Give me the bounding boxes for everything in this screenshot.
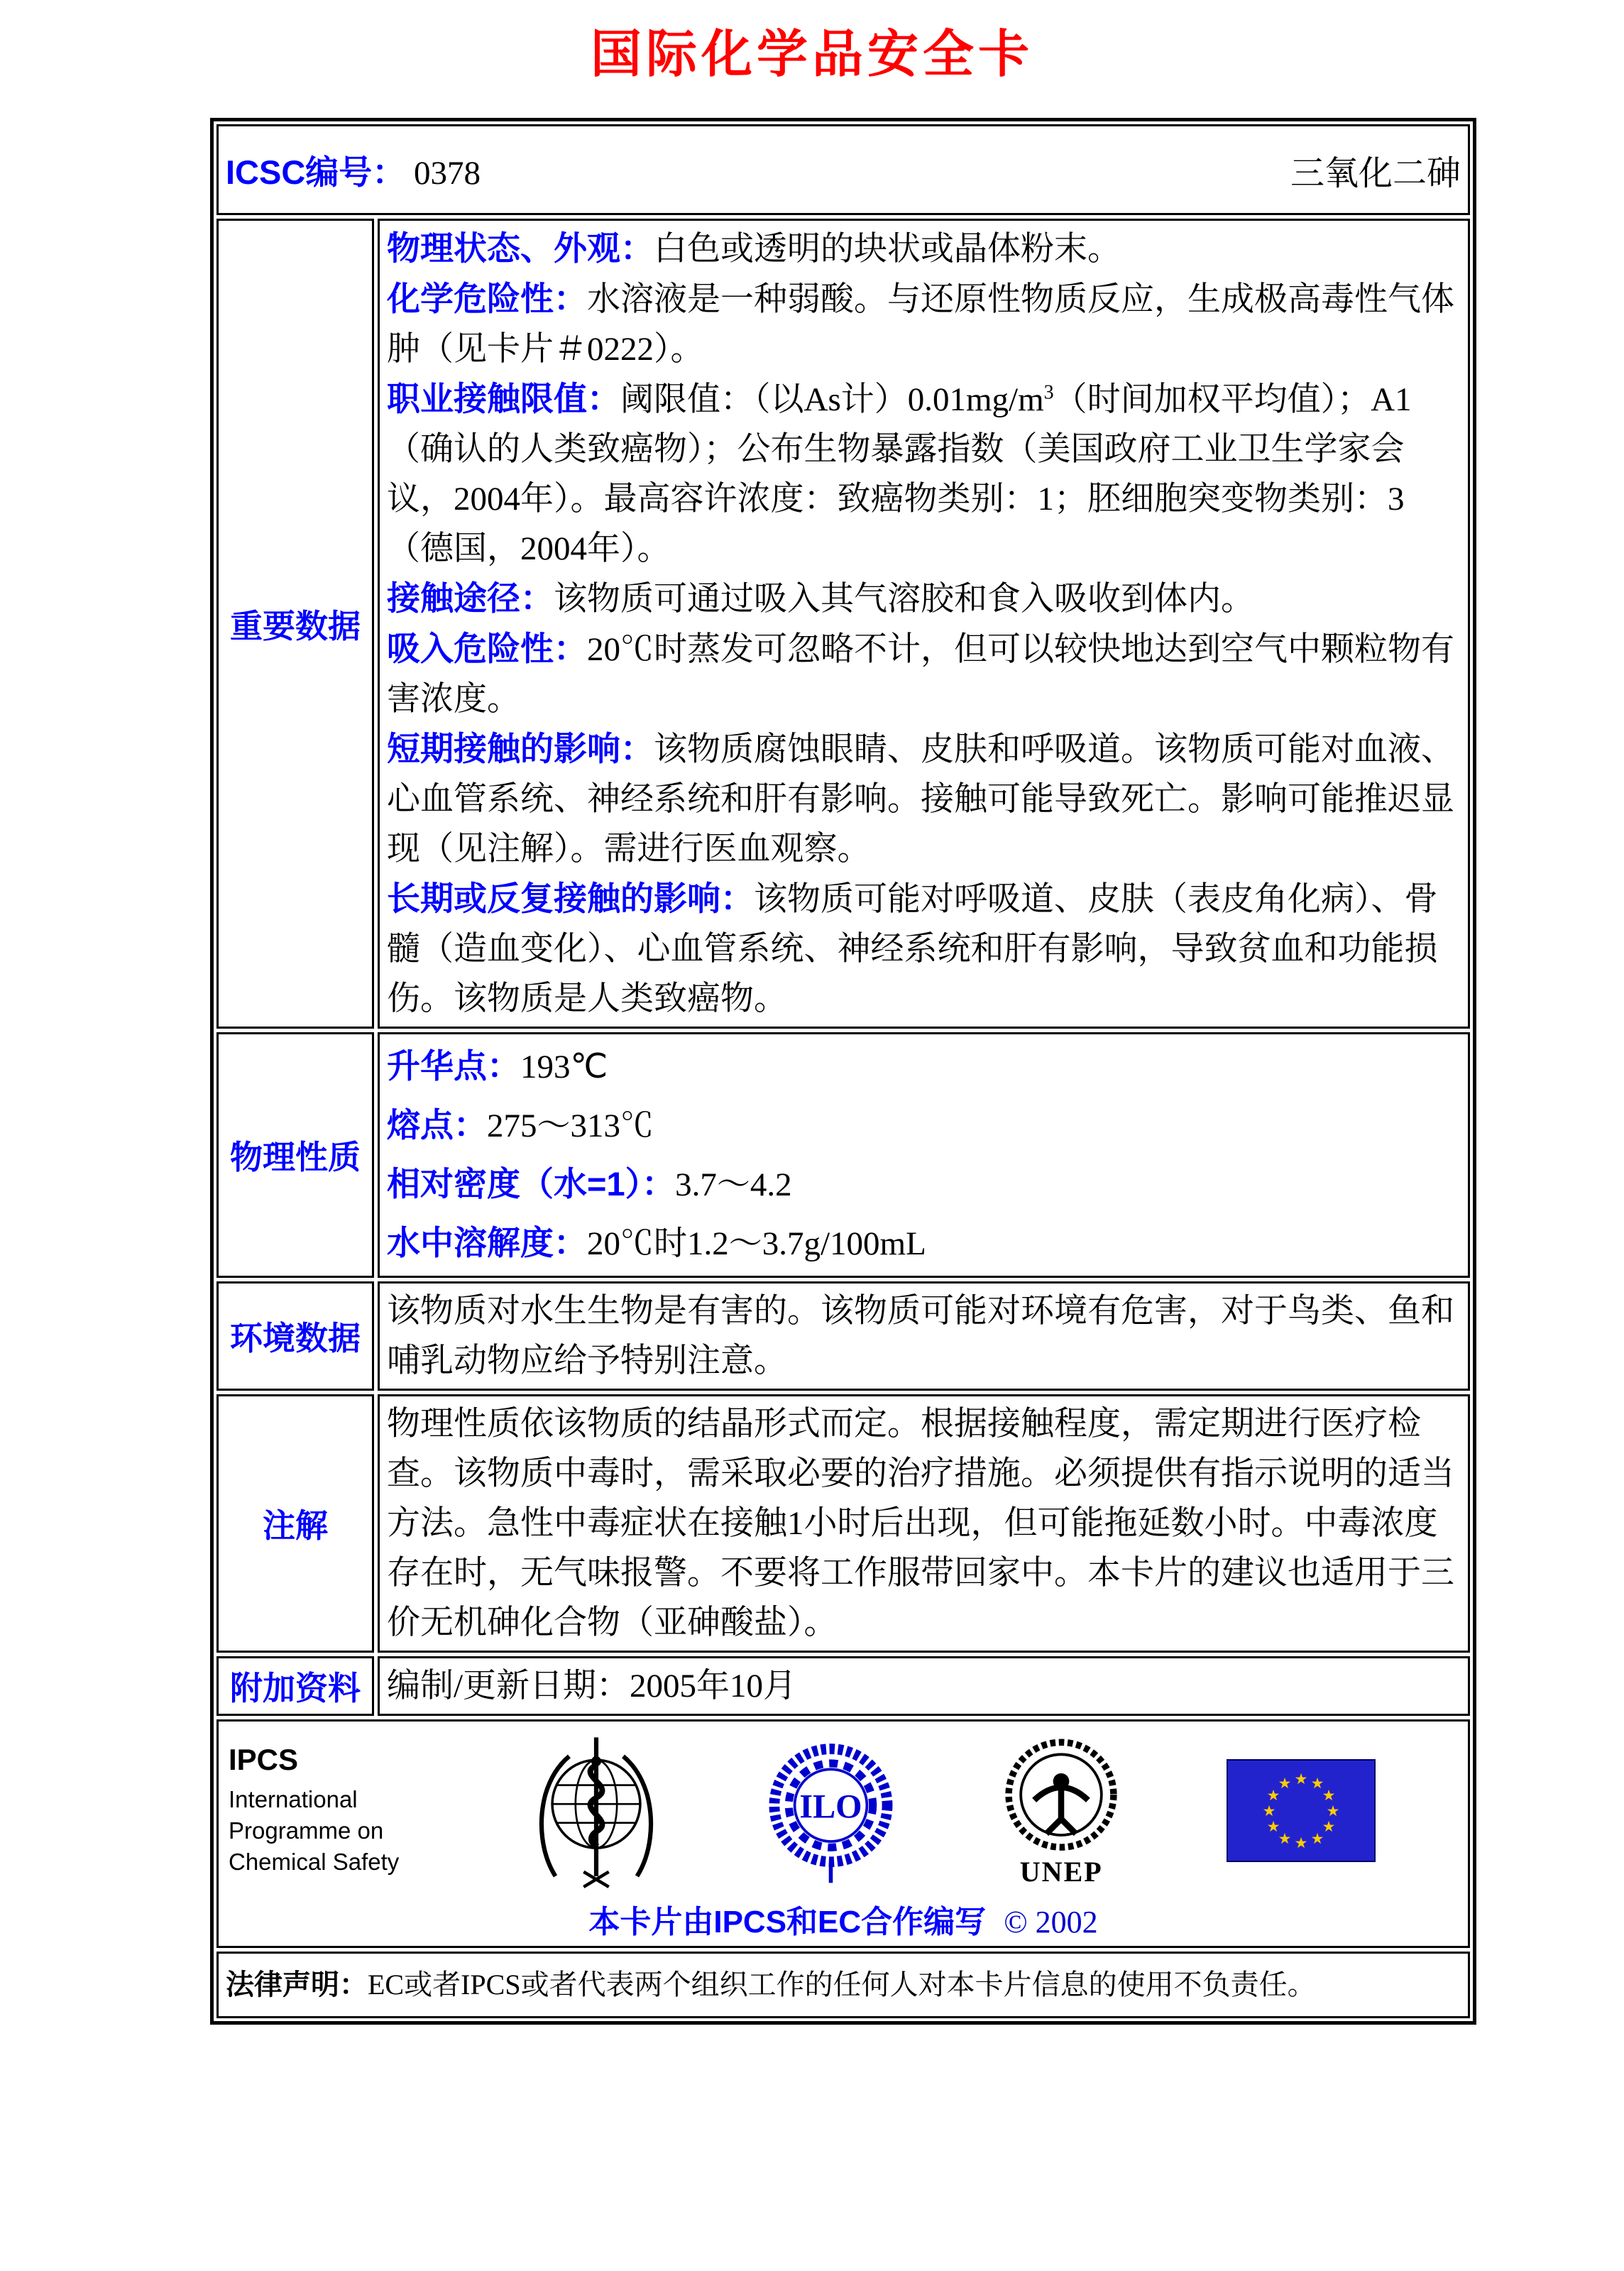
physical-state-text: 白色或透明的块状或晶体粉末。 xyxy=(654,231,1121,268)
occupational-limit-text-post: （时间加权平均值）；A1（确认的人类致癌物）；公布生物暴露指数（美国政府工业卫生学家会议，2004年）。最高容许浓度：致癌物类别：1；胚细胞突变物类别：3（德国，2004年）。 xyxy=(387,381,1412,567)
melting-point-item xyxy=(387,1096,1461,1155)
long-term-effects-text: 该物质可能对呼吸道、皮肤（表皮角化病）、骨髓（造血变化）、心血管系统、神经系统和肝有影响，导致贫血和功能损伤。该物质是人类致癌物。 xyxy=(387,881,1438,1017)
svg-text:★: ★ xyxy=(1310,1774,1324,1792)
relative-density-label: 相对密度（水=1）： xyxy=(387,1165,676,1203)
svg-text:★: ★ xyxy=(1294,1834,1308,1851)
logos-cell xyxy=(216,1719,1470,1948)
who-logo-icon xyxy=(529,1729,664,1892)
chemical-danger-label: 化学危险性： xyxy=(387,280,587,317)
icsc-number-group xyxy=(226,146,481,194)
exposure-route-item xyxy=(387,574,1461,624)
water-solubility-value: 20℃时1.2～3.7g/100mL xyxy=(587,1225,926,1262)
ipcs-text-block xyxy=(229,1743,427,1878)
legal-cell xyxy=(216,1952,1470,2018)
sublimation-point-label: 升华点： xyxy=(387,1047,520,1085)
eu-flag-box xyxy=(1227,1759,1376,1862)
svg-text:★: ★ xyxy=(1310,1829,1324,1847)
sublimation-point-value: 193℃ xyxy=(520,1049,608,1085)
physical-state-item xyxy=(387,224,1461,274)
header-cell xyxy=(216,124,1470,215)
logos-row xyxy=(216,1719,1470,1948)
important-data-row xyxy=(216,219,1470,1029)
important-data-label: 重要数据 xyxy=(230,607,361,645)
melting-point-value: 275～313℃ xyxy=(487,1107,654,1144)
sublimation-point-item xyxy=(387,1037,1461,1096)
melting-point-label: 熔点： xyxy=(387,1106,487,1144)
water-solubility-label: 水中溶解度： xyxy=(387,1224,587,1262)
svg-text:★: ★ xyxy=(1262,1802,1276,1819)
copyright-text: 本卡片由IPCS和EC合作编写 xyxy=(588,1905,987,1939)
legal-row xyxy=(216,1952,1470,2018)
svg-text:★: ★ xyxy=(1278,1774,1292,1792)
unep-logo-box xyxy=(997,1733,1125,1888)
copyright-line xyxy=(219,1896,1468,1942)
header-row xyxy=(216,124,1470,215)
environmental-data-content xyxy=(378,1281,1470,1391)
notes-text: 物理性质依该物质的结晶形式而定。根据接触程度，需定期进行医疗检查。该物质中毒时，需采取必要的治疗措施。必须提供有指示说明的适当方法。急性中毒症状在接触1小时后出现，但可能拖延数小时。中毒浓度存在时，无气味报警。不要将工作服带回家中。本卡片的建议也适用于三价无机砷化合物（亚砷酸盐）。 xyxy=(387,1406,1454,1641)
relative-density-value: 3.7～4.2 xyxy=(675,1166,792,1203)
inhalation-risk-item xyxy=(387,624,1461,724)
short-term-effects-text: 该物质腐蚀眼睛、皮肤和呼吸道。该物质可能对血液、心血管系统、神经系统和肝有影响。接触可能导致死亡。影响可能推迟显现（见注解）。需进行医血观察。 xyxy=(387,731,1454,868)
ipcs-title: IPCS xyxy=(229,1743,299,1776)
svg-text:★: ★ xyxy=(1278,1829,1292,1847)
notes-label: 注解 xyxy=(263,1507,328,1544)
additional-info-label: 附加资料 xyxy=(230,1670,361,1707)
chemical-name: 三氧化二砷 xyxy=(1290,154,1461,192)
physical-state-label: 物理状态、外观： xyxy=(387,229,654,267)
important-data-label-cell xyxy=(216,219,374,1029)
copyright-year: © 2002 xyxy=(1004,1905,1098,1939)
icsc-card-table xyxy=(210,118,1476,2025)
ipcs-line-2: Programme on xyxy=(229,1817,384,1844)
water-solubility-item xyxy=(387,1214,1461,1273)
icsc-number-label: ICSC编号： xyxy=(226,153,406,191)
important-data-content xyxy=(378,219,1470,1029)
environmental-data-label: 环境数据 xyxy=(230,1320,361,1357)
physical-properties-content xyxy=(378,1032,1470,1278)
legal-label: 法律声明： xyxy=(226,1969,368,2001)
occupational-limit-text-pre: 阈限值：（以As计）0.01mg/m xyxy=(620,381,1044,418)
svg-text:★: ★ xyxy=(1322,1786,1336,1804)
eu-flag-icon xyxy=(1227,1759,1376,1862)
physical-properties-row xyxy=(216,1032,1470,1278)
environmental-data-label-cell xyxy=(216,1281,374,1391)
ipcs-line-1: International xyxy=(229,1786,358,1812)
inhalation-risk-label: 吸入危险性： xyxy=(387,630,587,667)
svg-text:★: ★ xyxy=(1326,1802,1340,1819)
physical-properties-label-cell xyxy=(216,1032,374,1278)
occupational-limit-label: 职业接触限值： xyxy=(387,380,620,417)
update-date-text: 编制/更新日期：2005年10月 xyxy=(387,1668,797,1704)
environmental-data-row xyxy=(216,1281,1470,1391)
long-term-effects-label: 长期或反复接触的影响： xyxy=(387,880,754,917)
ilo-logo-letters: ILO xyxy=(799,1788,862,1826)
additional-info-content xyxy=(378,1656,1470,1716)
svg-text:★: ★ xyxy=(1266,1817,1280,1835)
chemical-danger-text: 水溶液是一种弱酸。与还原性物质反应，生成极高毒性气体肿（见卡片＃0222）。 xyxy=(387,281,1454,368)
exposure-route-text: 该物质可通过吸入其气溶胶和食入吸收到体内。 xyxy=(554,581,1254,618)
environmental-data-text: 该物质对水生生物是有害的。该物质可能对环境有危害，对于鸟类、鱼和哺乳动物应给予特别注意。 xyxy=(387,1293,1454,1379)
additional-info-label-cell xyxy=(216,1656,374,1716)
relative-density-item xyxy=(387,1155,1461,1214)
notes-content xyxy=(378,1394,1470,1653)
svg-text:★: ★ xyxy=(1266,1786,1280,1804)
exposure-route-label: 接触途径： xyxy=(387,579,554,617)
notes-row xyxy=(216,1394,1470,1653)
svg-text:★: ★ xyxy=(1294,1770,1308,1788)
svg-text:★: ★ xyxy=(1322,1817,1336,1835)
occupational-limit-item xyxy=(387,374,1461,574)
chemical-danger-item xyxy=(387,274,1461,374)
short-term-effects-label: 短期接触的影响： xyxy=(387,730,654,767)
legal-statement xyxy=(226,1965,1316,2005)
inhalation-risk-text: 20℃时蒸发可忽略不计，但可以较快地达到空气中颗粒物有害浓度。 xyxy=(387,631,1454,718)
ilo-logo-box xyxy=(765,1734,896,1887)
additional-info-row xyxy=(216,1656,1470,1716)
page-title: 国际化学品安全卡 xyxy=(590,26,1033,83)
physical-properties-label: 物理性质 xyxy=(230,1139,361,1176)
unep-logo-icon xyxy=(997,1733,1125,1861)
unep-logo-text: UNEP xyxy=(1019,1855,1103,1888)
cubic-meter-superscript: 3 xyxy=(1043,381,1054,404)
ilo-logo-icon xyxy=(765,1734,896,1887)
ipcs-line-3: Chemical Safety xyxy=(229,1849,400,1875)
notes-label-cell xyxy=(216,1394,374,1653)
long-term-effects-item xyxy=(387,874,1461,1024)
legal-text: EC或者IPCS或者代表两个组织工作的任何人对本卡片信息的使用不负责任。 xyxy=(368,1969,1316,2001)
who-logo-box xyxy=(529,1729,664,1892)
icsc-number-value: 0378 xyxy=(414,154,481,192)
short-term-effects-item xyxy=(387,724,1461,874)
logo-strip xyxy=(219,1726,1468,1892)
